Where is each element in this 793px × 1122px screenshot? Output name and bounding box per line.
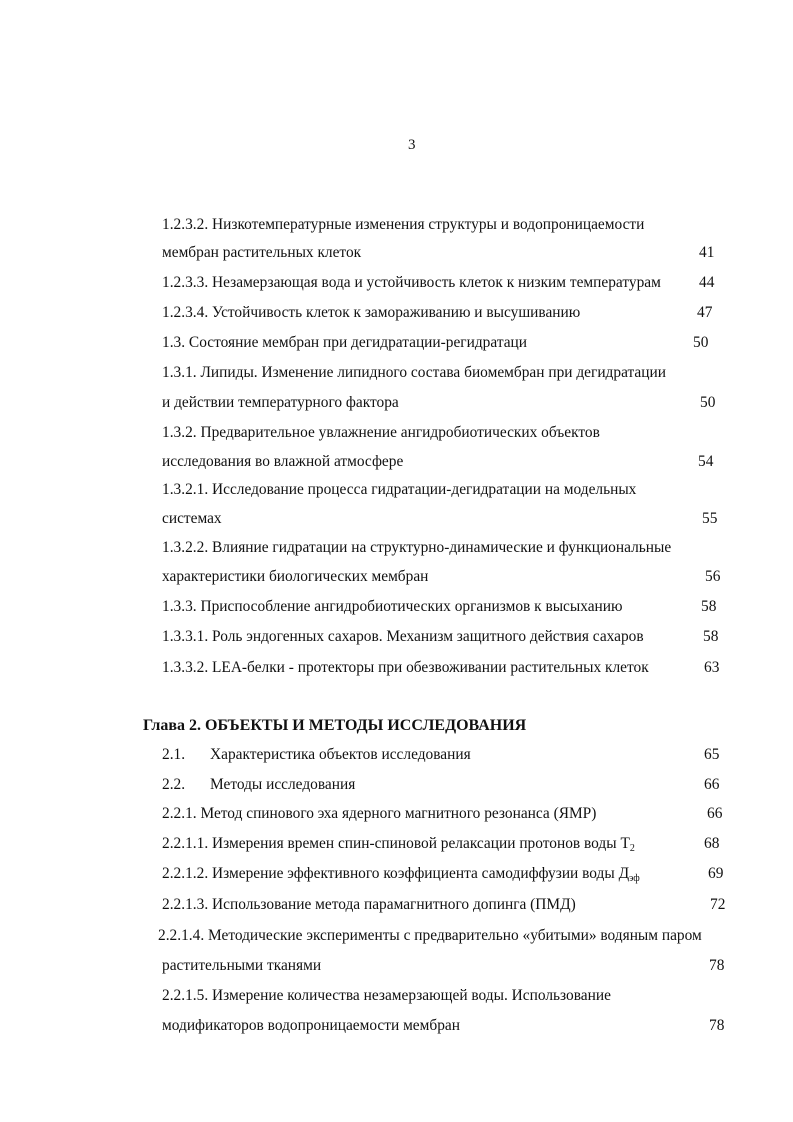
toc-page-number: 78	[709, 957, 725, 974]
toc-entry-1-3-3-1: 1.3.3.1. Роль эндогенных сахаров. Механизм защитного действия сахаров	[162, 628, 644, 645]
toc-entry-1-3-1-line1: 1.3.1. Липиды. Изменение липидного состава биомембран при дегидратации	[162, 364, 666, 381]
toc-page-number: 50	[700, 394, 716, 411]
toc-entry-1-3-3-2: 1.3.3.2. LEA-белки - протекторы при обезвоживании растительных клеток	[162, 659, 649, 676]
toc-page-number: 66	[707, 805, 723, 822]
toc-page-number: 65	[704, 746, 720, 763]
toc-page-number: 72	[710, 896, 726, 913]
toc-entry-2-2-1-5-line1: 2.2.1.5. Измерение количества незамерзающей воды. Использование	[162, 987, 611, 1004]
toc-page-number: 56	[705, 568, 721, 585]
toc-entry-2-2-1-1	[162, 834, 635, 859]
toc-entry-1-2-3-4: 1.2.3.4. Устойчивость клеток к замораживанию и высушиванию	[162, 304, 581, 321]
toc-entry-1-3-2-line2: исследования во влажной атмосфере	[162, 453, 404, 470]
toc-entry-1-2-3-2-line2: мембран растительных клеток	[162, 244, 362, 261]
toc-page-number: 58	[701, 598, 717, 615]
toc-page-number: 55	[702, 510, 718, 527]
toc-entry-1-3-2-2-line2: характеристики биологических мембран	[162, 568, 429, 585]
toc-page-number: 58	[703, 628, 719, 645]
toc-entry-1-2-3-2-line1: 1.2.3.2. Низкотемпературные изменения структуры и водопроницаемости	[162, 216, 645, 233]
toc-page-number: 54	[698, 453, 714, 470]
toc-page-number: 66	[704, 776, 720, 793]
toc-entry-1-3-2-1-line2: системах	[162, 510, 222, 527]
subscript: 2	[629, 843, 635, 854]
toc-entry-2-1	[162, 745, 471, 765]
toc-entry-1-3: 1.3. Состояние мембран при дегидратации-регидратаци	[162, 334, 528, 351]
toc-page-number: 50	[693, 334, 709, 351]
chapter-2-heading: Глава 2. ОБЪЕКТЫ И МЕТОДЫ ИССЛЕДОВАНИЯ	[143, 717, 527, 734]
toc-entry-number: 2.2.	[162, 776, 186, 793]
toc-page-number: 44	[699, 274, 715, 291]
toc-page-number: 69	[708, 865, 724, 882]
toc-entry-2-2-1-4-line1: 2.2.1.4. Методические эксперименты с предварительно «убитыми» водяным паром	[158, 927, 702, 944]
toc-entry-text: Характеристика объектов исследования	[210, 746, 471, 763]
toc-page-number: 78	[709, 1017, 725, 1034]
toc-entry-2-2-1: 2.2.1. Метод спинового эха ядерного магнитного резонанса (ЯМР)	[162, 805, 597, 822]
toc-page-number: 47	[697, 304, 713, 321]
toc-page-number: 63	[704, 659, 720, 676]
toc-entry-1-3-2-1-line1: 1.3.2.1. Исследование процесса гидратации-дегидратации на модельных	[162, 481, 637, 498]
toc-entry-1-2-3-3: 1.2.3.3. Незамерзающая вода и устойчивость клеток к низким температурам	[162, 274, 661, 291]
subscript: эф	[629, 873, 640, 884]
toc-entry-2-2	[162, 775, 355, 795]
toc-entry-1-3-1-line2: и действии температурного фактора	[162, 394, 399, 411]
toc-entry-1-3-2-line1: 1.3.2. Предварительное увлажнение ангидробиотических объектов	[162, 424, 600, 441]
toc-entry-2-2-1-4-line2: растительными тканями	[162, 957, 322, 974]
toc-entry-text: Методы исследования	[210, 776, 356, 793]
toc-entry-2-2-1-3: 2.2.1.3. Использование метода парамагнитного допинга (ПМД)	[162, 896, 576, 913]
toc-entry-2-2-1-2	[162, 864, 640, 889]
toc-page-number: 41	[699, 244, 715, 261]
toc-entry-text: 2.2.1.1. Измерения времен спин-спиновой релаксации протонов воды Т	[162, 835, 630, 852]
toc-entry-1-3-2-2-line1: 1.3.2.2. Влияние гидратации на структурно-динамические и функциональные	[162, 539, 672, 556]
toc-entry-number: 2.1.	[162, 746, 186, 763]
toc-entry-text: 2.2.1.2. Измерение эффективного коэффициента самодиффузии воды Д	[162, 865, 630, 882]
toc-entry-1-3-3: 1.3.3. Приспособление ангидробиотических организмов к высыханию	[162, 598, 623, 615]
page-number: 3	[408, 137, 416, 153]
toc-entry-2-2-1-5-line2: модификаторов водопроницаемости мембран	[162, 1017, 460, 1034]
toc-page-number: 68	[704, 835, 720, 852]
